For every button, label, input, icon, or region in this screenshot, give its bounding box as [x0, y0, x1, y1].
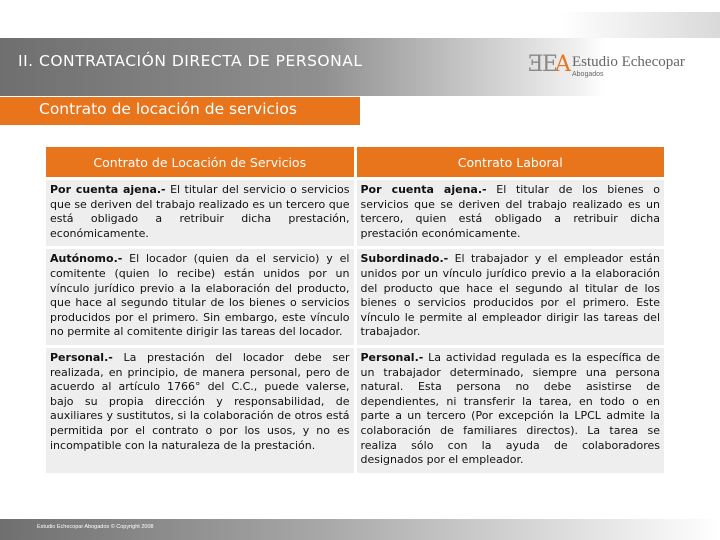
top-band-shade: [560, 12, 720, 38]
comparison-table: [43, 144, 667, 476]
cell-term: Por cuenta ajena.-: [50, 183, 166, 196]
cell-text: El titular de los bienes o servicios que se deriven del trabajo realizado es un tercero, quien está obligado a retribuir dicha prestación económicamente.: [360, 183, 660, 240]
table-cell: [357, 180, 665, 246]
cell-term: Por cuenta ajena.-: [360, 183, 487, 196]
table-cell: [46, 180, 354, 246]
cell-term: Personal.-: [360, 350, 424, 364]
cell-term: Subordinado.-: [360, 252, 449, 266]
section-subtitle: Contrato de locación de servicios: [39, 100, 297, 118]
logo-text: [572, 54, 685, 79]
cell-term: Personal.-: [50, 350, 113, 364]
company-logo: [528, 54, 685, 84]
cell-text: La prestación del locador debe ser realizada, en principio, de manera personal, pero de acuerdo al artículo 1766° del C.C., puede valerse, bajo su propia dirección y responsabilidad, de auxiliares y sustitutos, si la colaboración de otros está permitida por el contrato o por los usos, y no es incompatible con la naturaleza de la prestación.: [50, 350, 350, 452]
column-header-locacion: Contrato de Locación de Servicios: [46, 147, 354, 177]
table-cell: [46, 348, 354, 473]
logo-mark-icon: Ǝ E A: [528, 52, 571, 77]
table-cell: [357, 348, 665, 473]
cell-text: El titular del servicio o servicios que se deriven del trabajo realizado es un tercero que está obligado a retribuir dicha prestación, económicamente.: [50, 183, 350, 240]
table-cell: [357, 249, 665, 345]
logo-tagline: Abogados: [572, 71, 604, 78]
table-cell: [46, 249, 354, 345]
table-row: [46, 348, 664, 473]
cell-text: La actividad regulada es la específica de un trabajador determinado, siempre una persona natural. Esta persona no debe asistirse de dependientes, ni transferir la tarea, en todo o en parte a un tercero (Por excepción la LPCL admite la colaboración de familiares directos). La tarea se realiza sólo con la ayuda de colaboradores designados por el empleador.: [360, 350, 660, 467]
column-header-laboral: Contrato Laboral: [357, 147, 665, 177]
cell-text: El trabajador y el empleador están unidos por un vínculo jurídico previo a la elaboración del producto que hace el segundo al titular de los bienes o servicios producidos por el primero. Este vínculo le permite al empleador dirigir las tareas del trabajador.: [360, 252, 660, 339]
table-row: [46, 249, 664, 345]
table-header-row: [46, 147, 664, 177]
table-row: [46, 180, 664, 246]
footer-copyright: Estudio Echecopar Abogados © Copyright 2008: [37, 524, 154, 530]
cell-term: Autónomo.-: [50, 252, 123, 266]
logo-name: Estudio Echecopar: [572, 54, 685, 70]
page-title: II. CONTRATACIÓN DIRECTA DE PERSONAL: [18, 52, 363, 70]
cell-text: El locador (quien da el servicio) y el comitente (quien lo recibe) están unidos por un vínculo jurídico previo a la elaboración del producto, que hace al segundo titular de los bienes o servicios producidos por el primero. Sin embargo, este vínculo no permite al comitente dirigir las tareas del locador.: [50, 252, 350, 339]
